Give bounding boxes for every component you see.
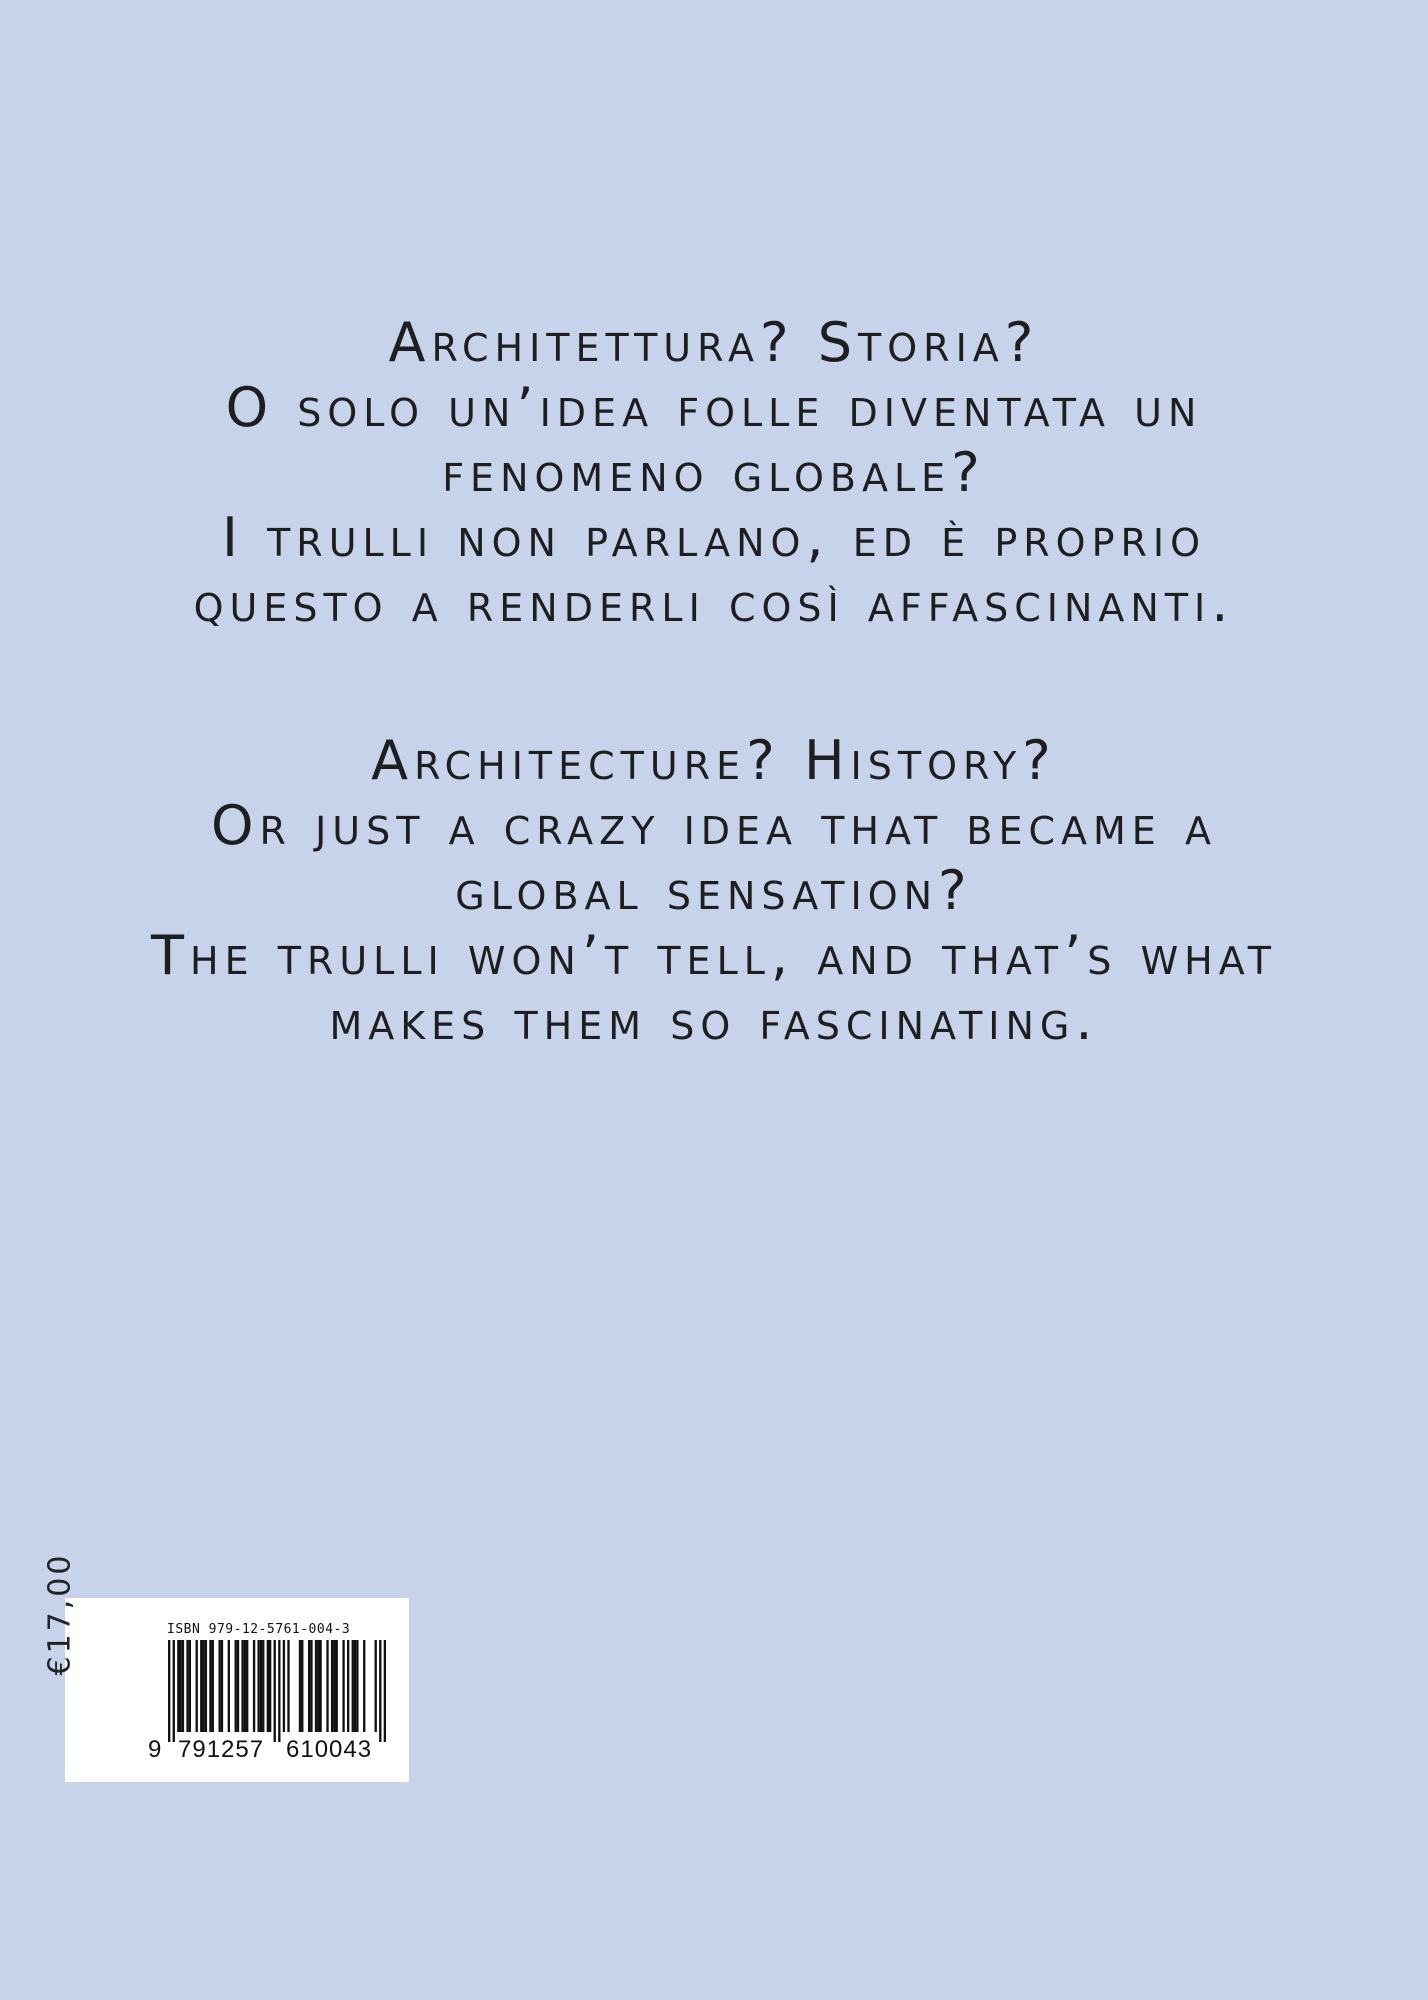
barcode-bar: [237, 1640, 239, 1732]
barcode-bar: [274, 1640, 276, 1742]
blurb-line: I trulli non parlano, ed è proprio: [221, 506, 1207, 569]
barcode-bar: [299, 1640, 301, 1732]
barcode-bar: [262, 1640, 264, 1732]
ean-first-digit: 9: [148, 1736, 162, 1763]
blurb-line: global sensation?: [455, 859, 973, 922]
barcode-bar: [301, 1640, 303, 1732]
ean-left-group: 791257: [178, 1736, 265, 1763]
blurb-line: Architecture? History?: [371, 729, 1057, 792]
barcode-bar: [308, 1640, 310, 1732]
barcode-bar: [260, 1640, 262, 1732]
barcode-bar: [384, 1640, 386, 1742]
barcode-bar: [326, 1640, 328, 1732]
barcode-bar: [267, 1640, 269, 1732]
barcode-bar: [354, 1640, 356, 1732]
barcode-bar: [287, 1640, 289, 1732]
barcode-bar: [241, 1640, 243, 1732]
blurb-line: questo a renderli così affascinanti.: [193, 571, 1235, 634]
barcode-bar: [189, 1640, 191, 1732]
barcode-bar: [235, 1640, 237, 1732]
barcode-bar: [168, 1640, 170, 1742]
barcode-bar: [319, 1640, 321, 1732]
barcode-bar: [202, 1640, 204, 1732]
barcode-bar: [375, 1640, 377, 1732]
price-label: €17,00: [42, 1552, 78, 1676]
barcode-bar: [347, 1640, 349, 1732]
blurb-line: Architettura? Storia?: [388, 311, 1040, 374]
barcode-bar: [257, 1640, 259, 1732]
barcode-bar: [205, 1640, 207, 1732]
price-area: [42, 1552, 130, 1776]
blurb-line: The trulli won’t tell, and that’s what: [151, 924, 1277, 987]
barcode-bar: [253, 1640, 255, 1732]
barcode-bar: [336, 1640, 338, 1732]
barcode-bar: [363, 1640, 365, 1732]
barcode-bar: [179, 1640, 181, 1732]
barcode-bar: [196, 1640, 198, 1732]
barcode-bar: [221, 1640, 223, 1732]
barcode-bar: [228, 1640, 230, 1732]
barcode-bar: [177, 1640, 179, 1732]
blurb-line: O solo un’idea folle diventata un: [225, 376, 1203, 439]
italian-blurb: [0, 310, 1428, 635]
barcode-bar: [352, 1640, 354, 1732]
barcode-bar: [310, 1640, 312, 1732]
isbn-text: ISBN 979-12-5761-004-3: [167, 1622, 351, 1637]
barcode-bar: [244, 1640, 246, 1732]
barcode-bar: [278, 1640, 280, 1742]
blurb-line: makes them so fascinating.: [329, 989, 1099, 1052]
blurb-line: fenomeno globale?: [442, 441, 986, 504]
blurb-line: Or just a crazy idea that became a: [211, 794, 1217, 857]
barcode-bar: [342, 1640, 344, 1732]
barcode-bar: [200, 1640, 202, 1732]
barcode-bar: [186, 1640, 188, 1732]
barcode-bar: [356, 1640, 358, 1732]
barcode-bar: [269, 1640, 271, 1732]
barcode-bar: [317, 1640, 319, 1732]
barcode-bar: [209, 1640, 211, 1732]
barcode-icon: [168, 1640, 386, 1742]
barcode-bar: [246, 1640, 248, 1732]
barcode-bar: [315, 1640, 317, 1732]
barcode-bar: [331, 1640, 333, 1732]
barcode-bar: [283, 1640, 285, 1732]
barcode-bar: [218, 1640, 220, 1732]
barcode-bar: [173, 1640, 175, 1742]
ean-right-group: 610043: [286, 1736, 373, 1763]
barcode-bar: [379, 1640, 381, 1742]
barcode-bar: [212, 1640, 214, 1732]
barcode-bar: [333, 1640, 335, 1732]
barcode-bar: [182, 1640, 184, 1732]
english-blurb: [0, 728, 1428, 1053]
